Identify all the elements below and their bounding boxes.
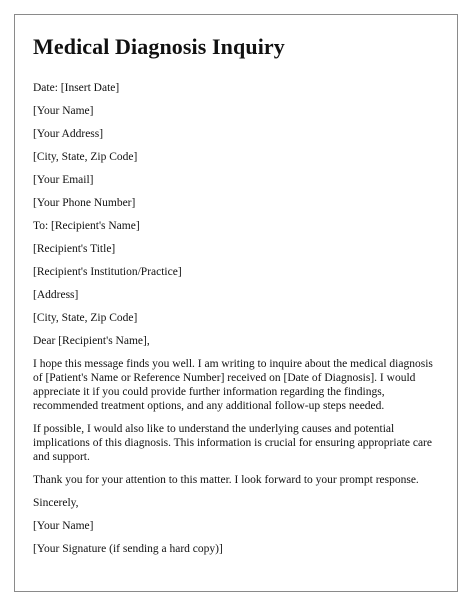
recipient-to-line: To: [Recipient's Name] bbox=[33, 220, 140, 232]
signature-note: [Your Signature (if sending a hard copy)] bbox=[33, 543, 223, 555]
letter-page bbox=[14, 14, 458, 592]
sender-email: [Your Email] bbox=[33, 174, 94, 186]
sender-phone: [Your Phone Number] bbox=[33, 197, 136, 209]
sender-address: [Your Address] bbox=[33, 128, 104, 140]
body-paragraph-1: I hope this message finds you well. I am writing to inquire about the medical diagnosis of [Patient's Name or Reference Number] received on [Date of Diagnosis]. I would appreciate it if you could provide further information regarding the findings, recommended treatment options, and any additional follow-up steps needed. bbox=[33, 358, 433, 412]
body-paragraph-3: Thank you for your attention to this matter. I look forward to your prompt response. bbox=[33, 474, 419, 486]
closing: Sincerely, bbox=[33, 497, 79, 509]
salutation: Dear [Recipient's Name], bbox=[33, 335, 150, 347]
recipient-city-state-zip: [City, State, Zip Code] bbox=[33, 312, 138, 324]
sender-name: [Your Name] bbox=[33, 105, 94, 117]
sender-city-state-zip: [City, State, Zip Code] bbox=[33, 151, 138, 163]
body-paragraph-2: If possible, I would also like to understand the underlying causes and potential implications of this diagnosis. This information is crucial for ensuring appropriate care and support. bbox=[33, 423, 432, 463]
letter-title: Medical Diagnosis Inquiry bbox=[33, 34, 285, 59]
signature-name: [Your Name] bbox=[33, 520, 94, 532]
date-line: Date: [Insert Date] bbox=[33, 82, 120, 94]
letter-content bbox=[33, 33, 441, 565]
recipient-institution: [Recipient's Institution/Practice] bbox=[33, 266, 182, 278]
recipient-title: [Recipient's Title] bbox=[33, 243, 116, 255]
recipient-address: [Address] bbox=[33, 289, 79, 301]
